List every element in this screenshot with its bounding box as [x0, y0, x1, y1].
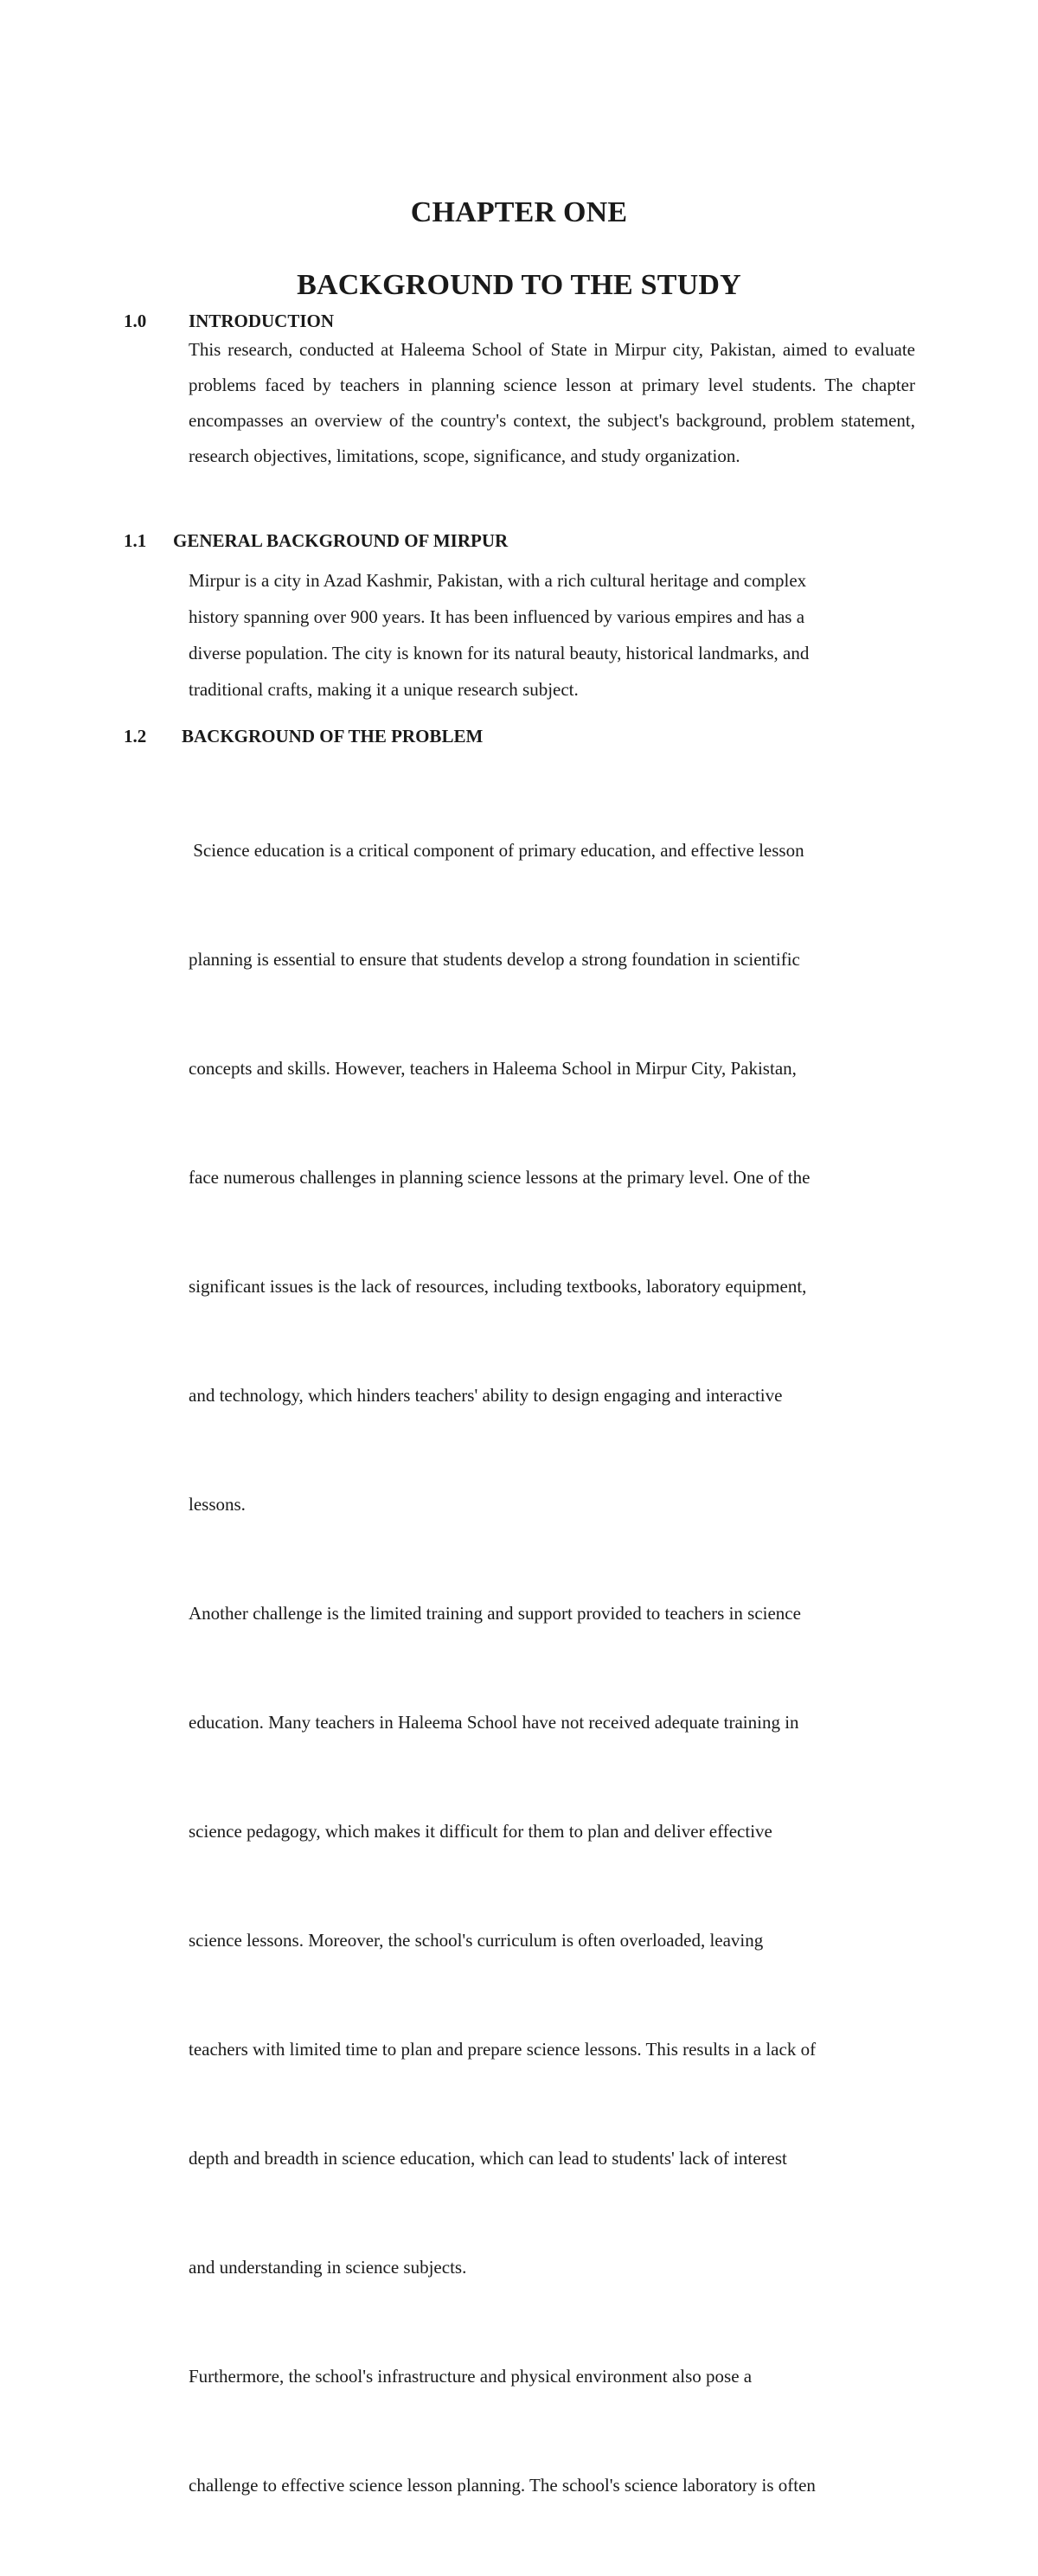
general-background-paragraph	[189, 562, 915, 708]
paragraph-line: lessons.	[189, 1494, 246, 1515]
section-heading-background-problem	[124, 725, 643, 747]
paragraph-line: Science education is a critical component of primary education, and effective lesson	[189, 840, 804, 861]
paragraph-line: significant issues is the lack of resources, including textbooks, laboratory equipment,	[189, 1276, 807, 1297]
section-number: 1.1	[124, 530, 147, 551]
paragraph-line: Mirpur is a city in Azad Kashmir, Pakistan, with a rich cultural heritage and complex	[189, 570, 807, 591]
section-title: BACKGROUND OF THE PROBLEM	[182, 726, 484, 747]
paragraph-line: Furthermore, the school's infrastructure and physical environment also pose a	[189, 2366, 753, 2387]
section-heading-general-background	[124, 529, 643, 552]
paragraph-line: depth and breadth in science education, which can lead to students' lack of interest	[189, 2148, 787, 2169]
paragraph-line: and technology, which hinders teachers' ability to design engaging and interactive	[189, 1385, 783, 1406]
section-title: INTRODUCTION	[189, 311, 335, 331]
section-number: 1.2	[124, 726, 147, 747]
paragraph-line: teachers with limited time to plan and prepare science lessons. This results in a lack of	[189, 2039, 817, 2060]
paragraph-line: diverse population. The city is known for its natural beauty, historical landmarks, and	[189, 643, 810, 663]
paragraph-line: history spanning over 900 years. It has been influenced by various empires and has a	[189, 606, 805, 627]
section-heading-introduction	[124, 310, 470, 332]
introduction-paragraph: This research, conducted at Haleema School of State in Mirpur city, Pakistan, aimed to evaluate problems faced by teachers in planning science lesson at primary level students. The chapter encompasses an overview of the country's context, the subject's background, problem statement, research objectives, limitations, scope, significance, and study organization.	[189, 339, 915, 466]
paragraph-line: and understanding in science subjects.	[189, 2257, 467, 2278]
section-title: GENERAL BACKGROUND OF MIRPUR	[173, 530, 509, 551]
paragraph-line: Another challenge is the limited training and support provided to teachers in science	[189, 1603, 801, 1624]
chapter-subtitle: BACKGROUND TO THE STUDY	[297, 269, 741, 301]
chapter-title: CHAPTER ONE	[410, 196, 628, 228]
paragraph-line: education. Many teachers in Haleema School have not received adequate training in	[189, 1712, 799, 1733]
paragraph-line: science lessons. Moreover, the school's curriculum is often overloaded, leaving	[189, 1930, 764, 1951]
paragraph-line: traditional crafts, making it a unique research subject.	[189, 679, 579, 700]
paragraph-line: challenge to effective science lesson planning. The school's science laboratory is often	[189, 2475, 816, 2496]
paragraph-line: science pedagogy, which makes it difficult for them to plan and deliver effective	[189, 1821, 772, 1842]
paragraph-line: concepts and skills. However, teachers in Haleema School in Mirpur City, Pakistan,	[189, 1058, 797, 1079]
background-problem-paragraph	[189, 759, 915, 2576]
paragraph-line: face numerous challenges in planning science lessons at the primary level. One of the	[189, 1167, 811, 1188]
paragraph-line: planning is essential to ensure that students develop a strong foundation in scientific	[189, 949, 800, 970]
section-number: 1.0	[124, 311, 147, 331]
